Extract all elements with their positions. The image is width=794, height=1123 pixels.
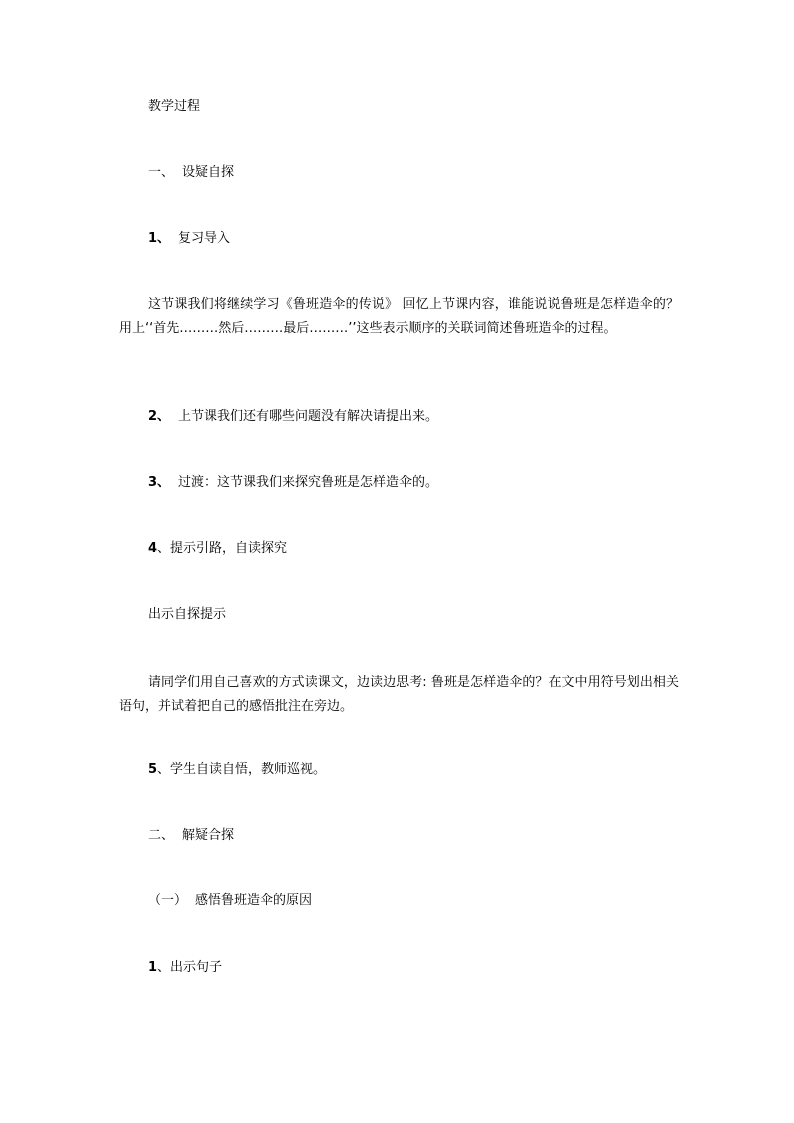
item-2-number: 2、 (148, 409, 171, 424)
subsection-1-number: （一） (148, 893, 188, 908)
item-1 (148, 228, 230, 250)
subsection-1-heading (148, 890, 312, 912)
section-2-number: 二、 (148, 828, 175, 843)
page-heading (148, 96, 200, 118)
item-4-text: 、提示引路，自读探究 (157, 541, 288, 556)
item-4 (148, 538, 287, 560)
item-6-number: 1 (148, 960, 158, 975)
item-3-text: 过渡：这节课我们来探究鲁班是怎样造伞的。 (178, 475, 439, 490)
heading-text: 教学过程 (148, 99, 201, 114)
section-2-title: 解疑合探 (182, 828, 235, 843)
item-1-title: 复习导入 (178, 231, 231, 246)
item-5 (148, 759, 326, 781)
item-3-number: 3、 (148, 475, 171, 490)
item-5-text: 、学生自读自悟，教师巡视。 (157, 762, 327, 777)
item-4-number: 4 (148, 541, 158, 556)
item-1-number: 1、 (148, 231, 171, 246)
subsection-1-title: 感悟鲁班造伞的原因 (195, 893, 313, 908)
item-2 (148, 406, 438, 428)
item-6-text: 、出示句子 (157, 960, 223, 975)
paragraph-review: 这节课我们将继续学习《鲁班造伞的传说》 回忆上节课内容，谁能说说鲁班是怎样造伞的？用上‘‘首先………然后………最后………’’这些表示顺序的关联词简述鲁班造伞的过程。 (119, 297, 679, 336)
section-2-heading (148, 825, 234, 847)
item-5-number: 5 (148, 762, 158, 777)
item-6 (148, 957, 222, 979)
item-2-text: 上节课我们还有哪些问题没有解决请提出来。 (178, 409, 439, 424)
hint-title-text: 出示自探提示 (148, 607, 227, 622)
section-1-heading (148, 162, 234, 184)
item-3 (148, 472, 438, 494)
hint-title (148, 604, 226, 626)
section-1-title: 设疑自探 (182, 165, 235, 180)
section-1-number: 一、 (148, 165, 175, 180)
paragraph-hint: 请同学们用自己喜欢的方式读课文，边读边思考: 鲁班是怎样造伞的？在文中用符号划出相关语句，并试着把自己的感悟批注在旁边。 (119, 675, 679, 714)
